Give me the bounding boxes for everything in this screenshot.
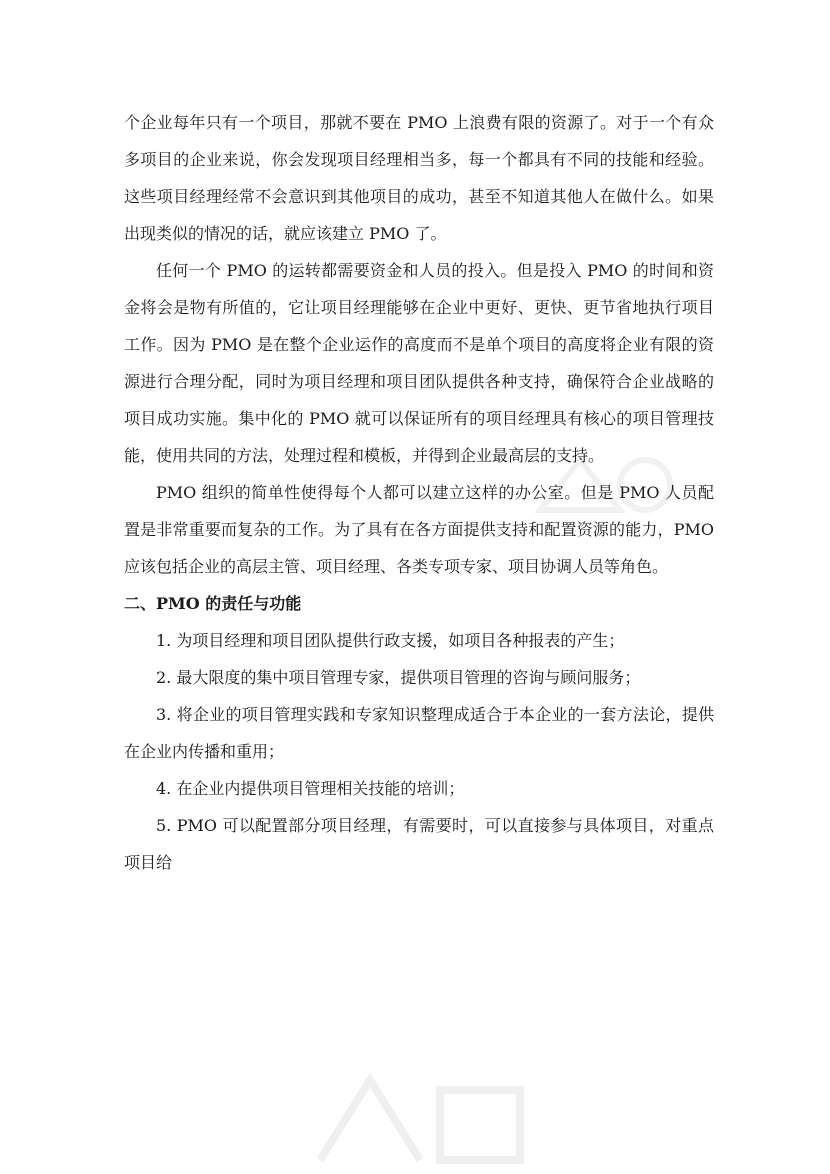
- document-body: [124, 104, 714, 881]
- list-item-4: 4. 在企业内提供项目管理相关技能的培训；: [156, 779, 465, 798]
- watermark-icon: [300, 1060, 540, 1170]
- list-item-2: 2. 最大限度的集中项目管理专家，提供项目管理的咨询与顾问服务；: [156, 668, 641, 687]
- paragraph-1: 个企业每年只有一个项目，那就不要在 PMO 上浪费有限的资源了。对于一个有众多项目的企业来说，你会发现项目经理相当多，每一个都具有不同的技能和经验。这些项目经理经常不会意识到其他项目的成功，甚至不知道其他人在做什么。如果出现类似的情况的话，就应该建立 PMO 了。: [124, 113, 714, 243]
- paragraph-3: PMO 组织的简单性使得每个人都可以建立这样的办公室。但是 PMO 人员配置是非常重要而复杂的工作。为了具有在各方面提供支持和配置资源的能力，PMO 应该包括企业的高层主管、项目经理、各类专项专家、项目协调人员等角色。: [124, 483, 714, 576]
- paragraph-2: 任何一个 PMO 的运转都需要资金和人员的投入。但是投入 PMO 的时间和资金将会是物有所值的，它让项目经理能够在企业中更好、更快、更节省地执行项目工作。因为 PMO 是在整个企业运作的高度而不是单个项目的高度将企业有限的资源进行合理分配，同时为项目经理和项目团队提供各种支持，确保符合企业战略的项目成功实施。集中化的 PMO 就可以保证所有的项目经理具有核心的项目管理技能，使用共同的方法，处理过程和模板，并得到企业最高层的支持。: [124, 261, 714, 465]
- list-item-5: 5. PMO 可以配置部分项目经理，有需要时，可以直接参与具体项目，对重点项目给: [124, 816, 714, 872]
- list-item-1: 1. 为项目经理和项目团队提供行政支援，如项目各种报表的产生；: [156, 631, 625, 650]
- section-heading: 二、PMO 的责任与功能: [124, 594, 302, 613]
- list-item-3: 3. 将企业的项目管理实践和专家知识整理成适合于本企业的一套方法论，提供在企业内传播和重用；: [124, 705, 714, 761]
